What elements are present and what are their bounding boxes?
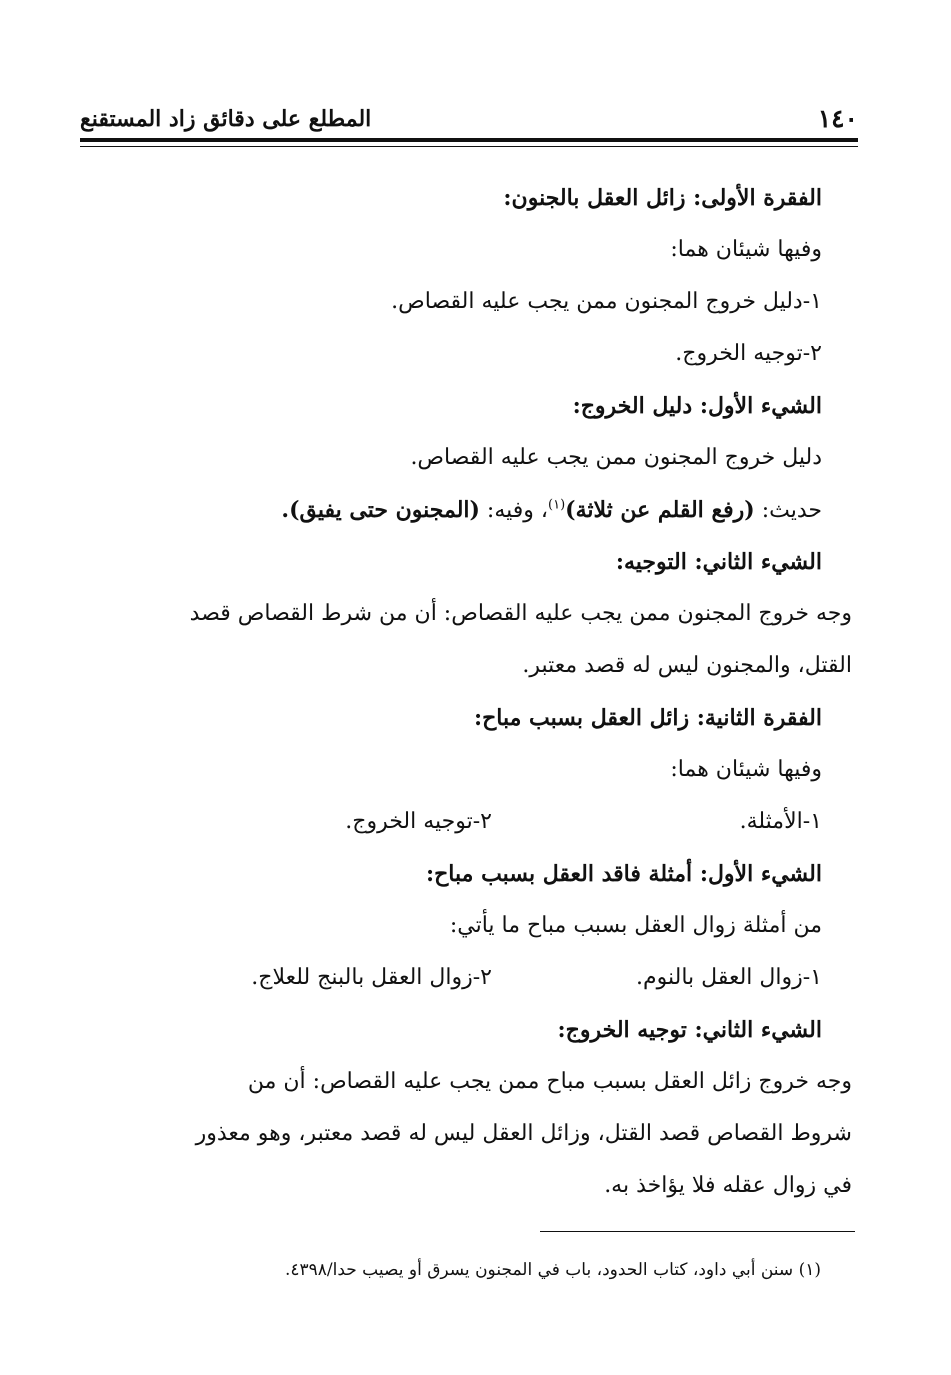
list-item: ٢-توجيه الخروج. <box>675 341 822 366</box>
list-item: ٢-زوال العقل بالبنج للعلاج. <box>251 965 492 990</box>
hadith-line <box>82 484 822 536</box>
list-item: ١-زوال العقل بالنوم. <box>636 965 822 990</box>
paragraph-line: في زوال عقله فلا يؤاخذ به. <box>604 1173 852 1198</box>
list-item: ١-الأمثلة. <box>739 809 822 834</box>
page-number: ١٤٠ <box>817 104 858 133</box>
paragraph: وفيها شيئان هما: <box>670 237 822 262</box>
hadith-quote: (المجنون حتى يفيق). <box>281 497 480 523</box>
paragraph-line: القتل، والمجنون ليس له قصد معتبر. <box>522 653 852 678</box>
paragraph: دليل خروج المجنون ممن يجب عليه القصاص. <box>410 445 822 470</box>
header-rule-thin <box>80 146 858 147</box>
header-rule-thick <box>80 138 858 142</box>
body-text <box>82 172 852 1212</box>
section-heading: الفقرة الثانية: زائل العقل بسبب مباح: <box>473 705 822 731</box>
book-title: المطلع على دقائق زاد المستقنع <box>80 106 372 132</box>
running-header <box>80 104 858 134</box>
subsection-heading: الشيء الأول: أمثلة فاقد العقل بسبب مباح: <box>425 861 822 887</box>
paragraph-line: وجه خروج زائل العقل بسبب مباح ممن يجب عليه القصاص: أن من <box>247 1069 852 1094</box>
paragraph-line: وجه خروج المجنون ممن يجب عليه القصاص: أن من شرط القصاص قصد <box>189 601 852 626</box>
list-row <box>82 796 822 848</box>
footnote-reference[interactable]: (١) <box>548 497 566 513</box>
hadith-quote: (رفع القلم عن ثلاثة) <box>565 497 755 523</box>
paragraph: من أمثلة زوال العقل بسبب مباح ما يأتي: <box>449 913 822 938</box>
paragraph-line: شروط القصاص قصد القتل، وزائل العقل ليس له قصد معتبر، وهو معذور <box>195 1121 852 1146</box>
footnote: (١) سنن أبي داود، كتاب الحدود، باب في المجنون يسرق أو يصيب حدا/٤٣٩٨. <box>284 1260 821 1280</box>
subsection-heading: الشيء الأول: دليل الخروج: <box>572 393 822 419</box>
subsection-heading: الشيء الثاني: التوجيه: <box>615 549 822 575</box>
hadith-mid: ، وفيه: <box>479 498 549 523</box>
hadith-prefix: حديث: <box>754 498 822 523</box>
section-heading: الفقرة الأولى: زائل العقل بالجنون: <box>503 185 822 211</box>
paragraph: وفيها شيئان هما: <box>670 757 822 782</box>
list-item: ١-دليل خروج المجنون ممن يجب عليه القصاص. <box>391 289 822 314</box>
subsection-heading: الشيء الثاني: توجيه الخروج: <box>557 1017 822 1043</box>
footnote-separator <box>540 1231 855 1232</box>
list-row <box>82 952 822 1004</box>
list-item: ٢-توجيه الخروج. <box>345 809 492 834</box>
